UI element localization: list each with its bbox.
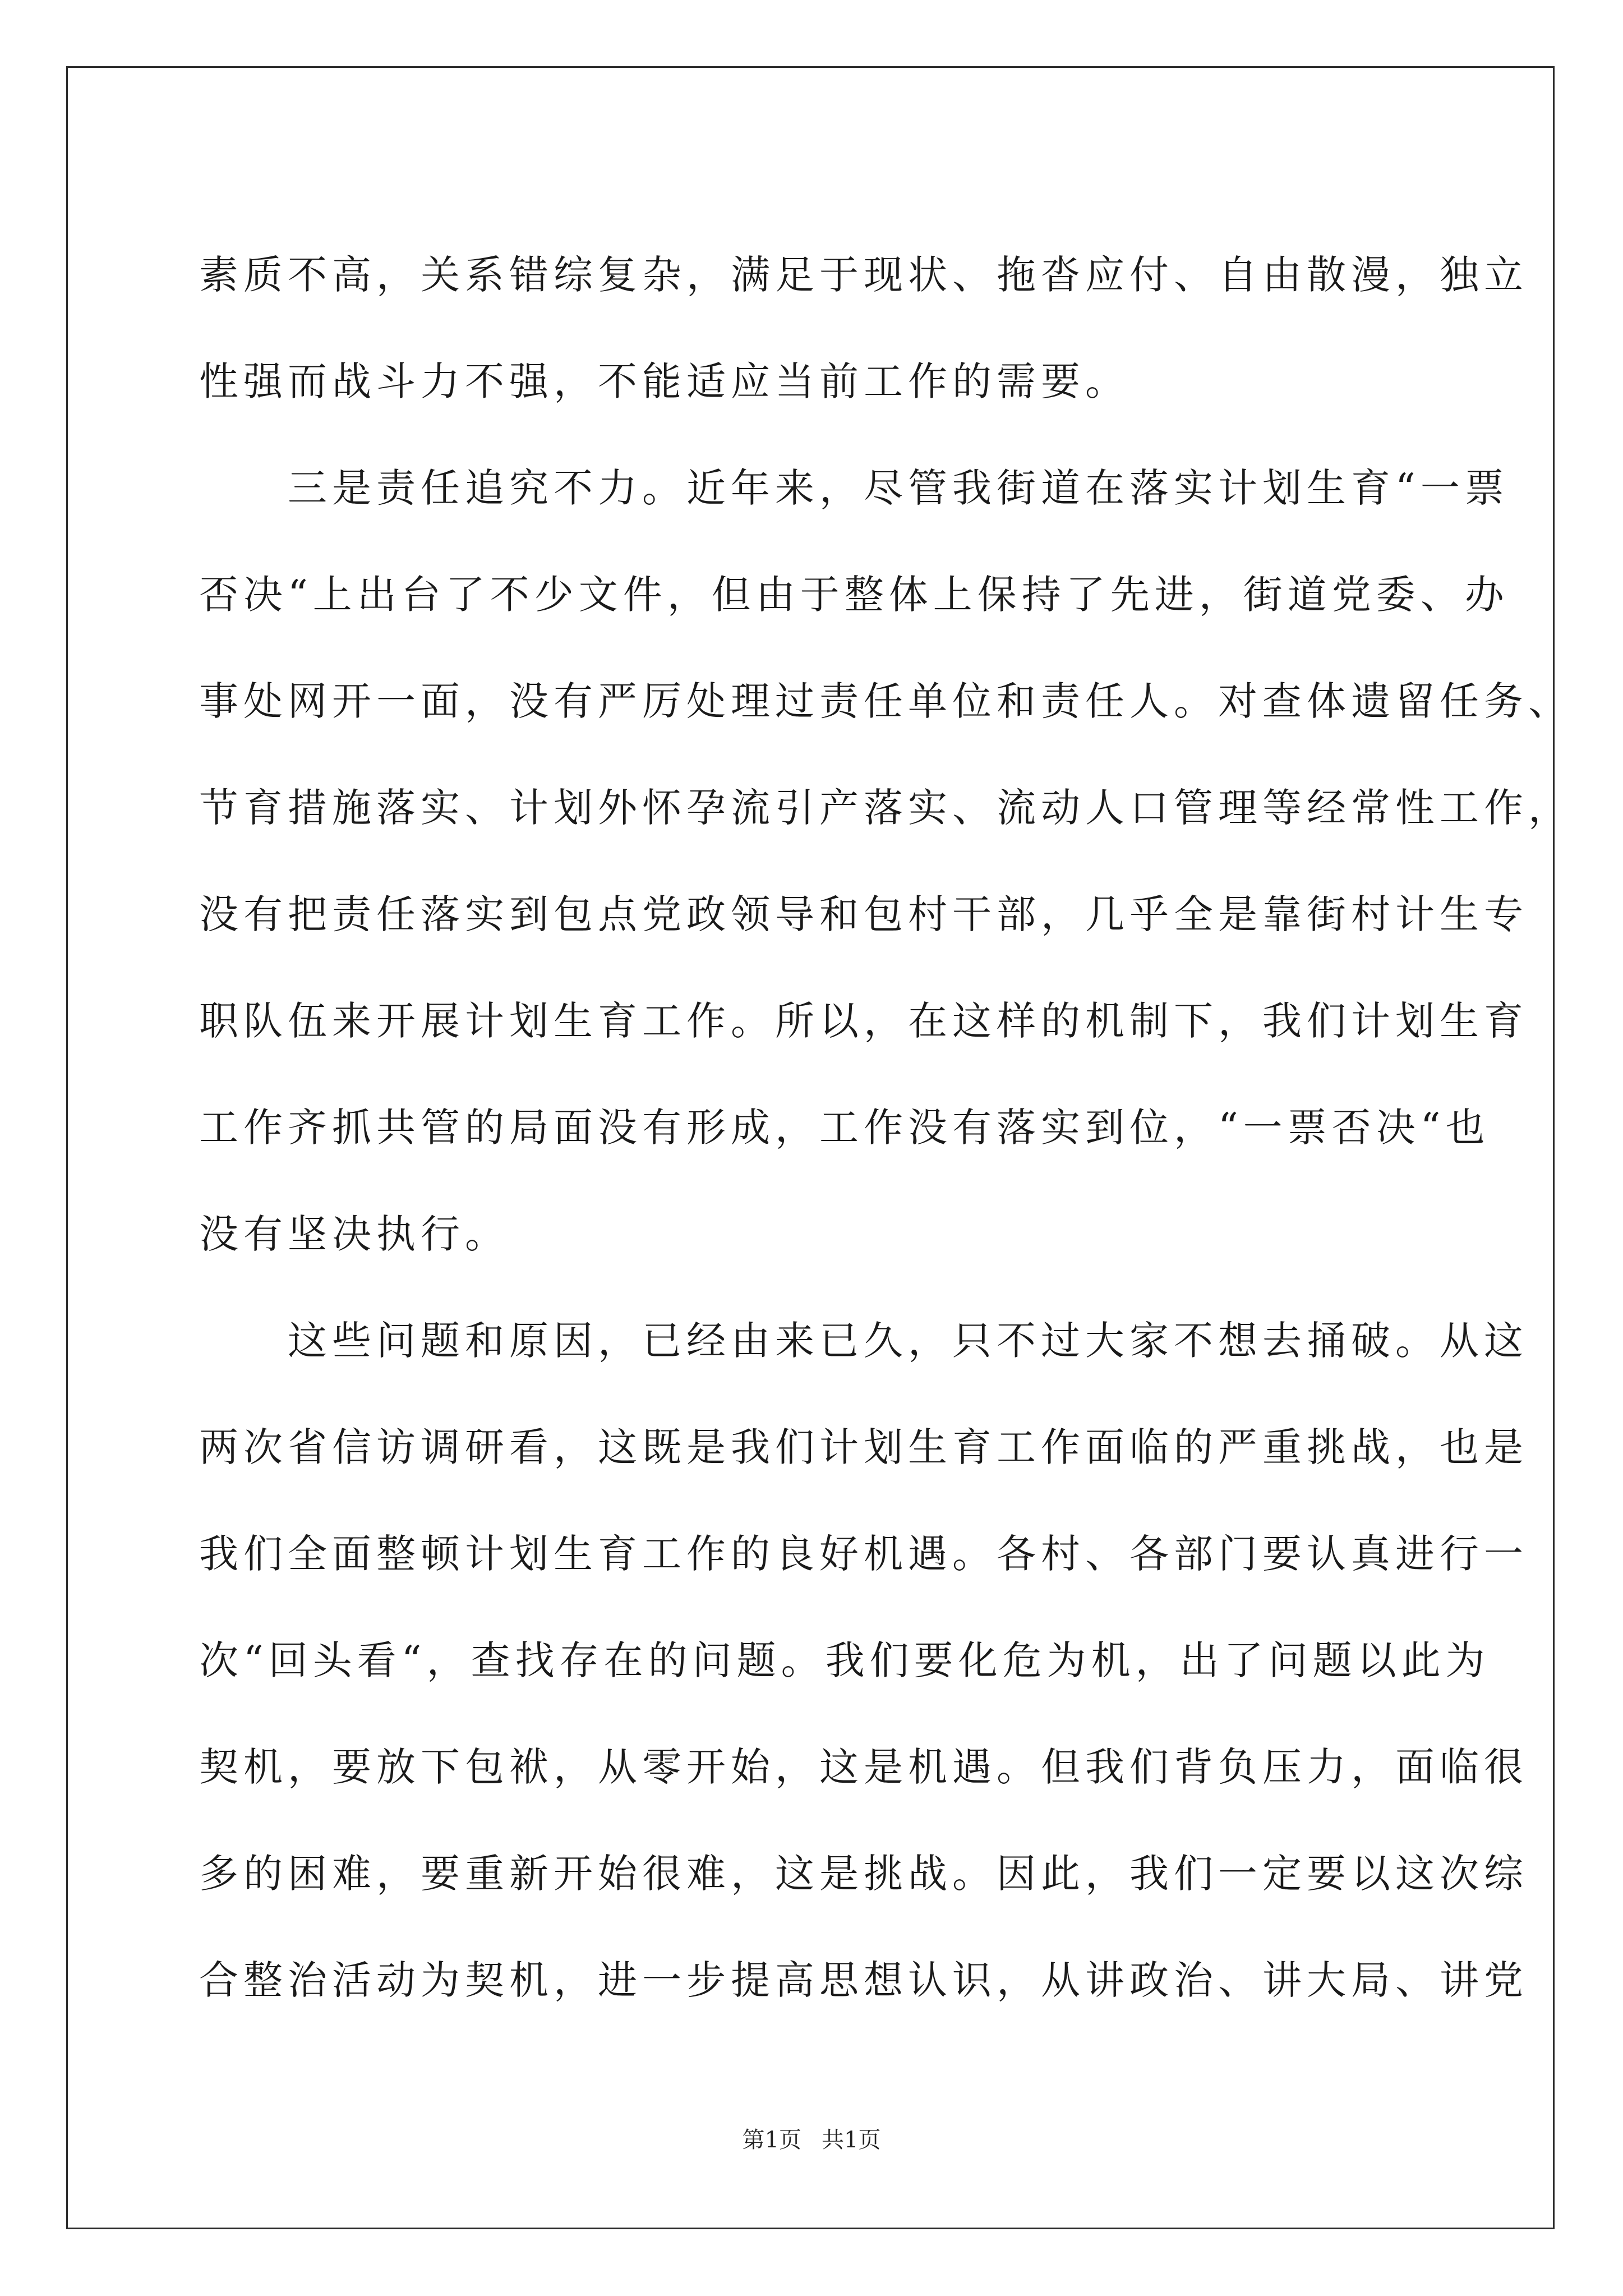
text-line: 事处网开一面，没有严厉处理过责任单位和责任人。对查体遗留任务、 <box>199 678 1573 724</box>
text-line: 多的困难，要重新开始很难，这是挑战。因此，我们一定要以这次综 <box>199 1851 1528 1897</box>
text-line: 节育措施落实、计划外怀孕流引产落实、流动人口管理等经常性工作， <box>199 785 1573 831</box>
text-line: 工作齐抓共管的局面没有形成，工作没有落实到位，“一票否决“也 <box>199 1105 1490 1151</box>
text-line: 这些问题和原因，已经由来已久，只不过大家不想去捅破。从这 <box>199 1318 1528 1364</box>
text-line: 我们全面整顿计划生育工作的良好机遇。各村、各部门要认真进行一 <box>199 1531 1528 1577</box>
text-line: 没有把责任落实到包点党政领导和包村干部，几乎全是靠街村计生专 <box>199 891 1528 937</box>
text-line: 否决“上出台了不少文件，但由于整体上保持了先进，街道党委、办 <box>199 572 1509 618</box>
text-line: 两次省信访调研看，这既是我们计划生育工作面临的严重挑战，也是 <box>199 1424 1528 1470</box>
page-number: 第1页 <box>742 2127 801 2153</box>
text-line: 性强而战斗力不强，不能适应当前工作的需要。 <box>199 358 1129 404</box>
text-line: 三是责任追究不力。近年来，尽管我街道在落实计划生育“一票 <box>199 465 1509 511</box>
text-line: 次“回头看“，查找存在的问题。我们要化危为机，出了问题以此为 <box>199 1637 1490 1683</box>
text-line: 职队伍来开展计划生育工作。所以，在这样的机制下，我们计划生育 <box>199 998 1528 1044</box>
document-body <box>199 222 1573 2033</box>
page-footer <box>0 2123 1623 2157</box>
text-line: 合整治活动为契机，进一步提高思想认识，从讲政治、讲大局、讲党 <box>199 1957 1528 2003</box>
text-line: 契机，要放下包袱，从零开始，这是机遇。但我们背负压力，面临很 <box>199 1744 1528 1790</box>
text-line: 素质不高，关系错综复杂，满足于现状、拖沓应付、自由散漫，独立 <box>199 252 1528 298</box>
text-line: 没有坚决执行。 <box>199 1211 509 1257</box>
page-total: 共1页 <box>822 2127 881 2153</box>
